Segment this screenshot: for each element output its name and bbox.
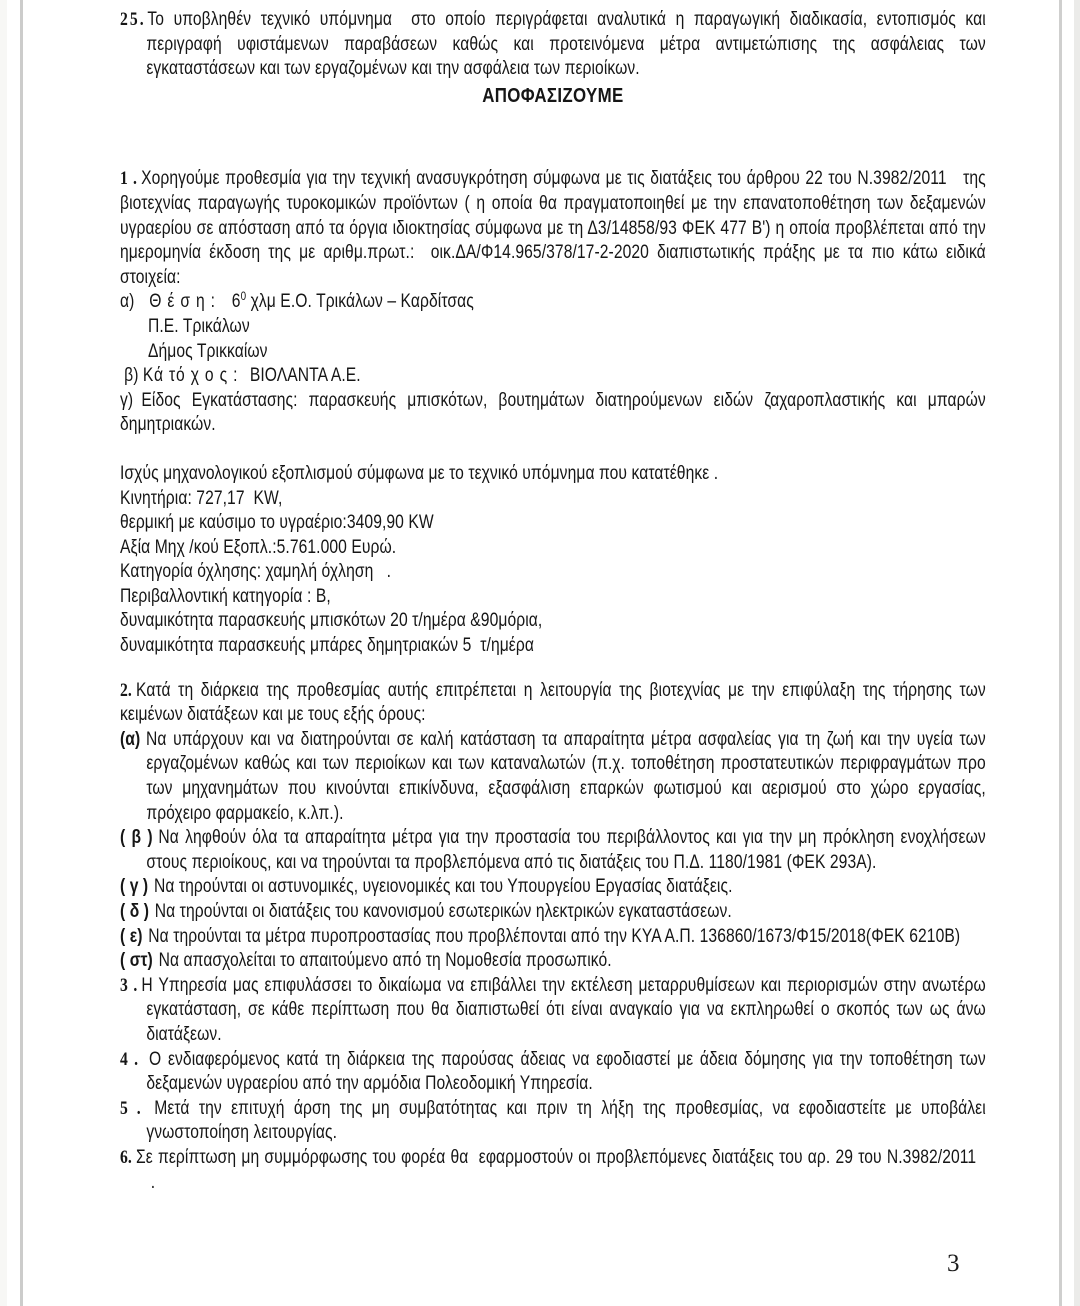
location-thesi-line [120,290,986,315]
term-delta-text: Να τηρούνται οι διατάξεις του κανονισμού εσωτερικών ηλεκτρικών εγκαταστάσεων. [154,901,732,922]
location-thesi-key: Θ έ σ η : [149,291,216,313]
term-delta [120,900,986,925]
section-4-number: 4 . [120,1048,139,1070]
location-eidos-paragraph [120,389,986,438]
equipment-line: Αξία Μηχ /κού Εξοπλ.:5.761.000 Ευρώ. [120,536,397,558]
term-gamma [120,875,986,900]
location-beta-label: β) [124,365,139,387]
scan-right-border-line [1059,0,1062,1306]
equipment-line: Ισχύς μηχανολογικού εξοπλισμού σύμφωνα με το τεχνικό υπόμνημα που κατατέθηκε . [120,462,719,484]
term-stigma [120,949,986,974]
location-eidos-text: Είδος Εγκατάστασης: παρασκευής μπισκότων, βουτημάτων διατηρούμενων ειδών ζαχαροπλαστικής και μπαρών δημητριακών. [120,389,986,436]
term-beta-text: Να ληφθούν όλα τα απαραίτητα μέτρα για την προστασία του περιβάλλοντος και για την μη πρόκληση ενοχλήσεων στους περιοίκους, και να τηρούνται τα προβλεπόμενα από τις διατάξεις του Π.Δ. 1180/1981 (ΦΕΚ 293Α). [146,827,986,873]
equipment-block [120,462,986,659]
section-2-number: 2. [120,679,132,701]
location-katochos-line [120,364,986,389]
page-number: 3 [947,1250,960,1277]
term-alpha-text: Να υπάρχουν και να διατηρούνται σε καλή κατάσταση τα απαραίτητα μέτρα ασφαλείας για τη ζωή και την υγεία των εργαζομένων καθώς και των περιοίκων και των καταναλωτών (π.χ. τοποθέτηση προστατευτικών περιφραγμάτων προ των μηχανημάτων που κινούνται επικίνδυνα, εξασφάλιση επαρκών φωτισμού και αερισμού στο χώρο εργασίας, πρόχειρο φαρμακείο, κ.λπ.). [146,728,986,824]
location-dimos-line: Δήμος Τρικκαίων [147,340,268,362]
section-2-text: Κατά τη διάρκεια της προθεσμίας αυτής επιτρέπεται η λειτουργία της βιοτεχνίας με την επιφύλαξη της τήρησης των κειμένων διατάξεων και με τους εξής όρους: [120,679,986,726]
equipment-line: Κινητήρια: 727,17 KW, [120,487,283,509]
section-5-text: Μετά την επιτυχή άρση της μη συμβατότητας και πριν τη λήξη της προθεσμίας, να εφοδιαστείτε με υποβάλει γνωστοποίηση λειτουργίας. [144,1097,986,1144]
term-gamma-text: Να τηρούνται οι αστυνομικές, υγειονομικές και του Υπουργείου Εργασίας διατάξεις. [153,876,733,898]
term-epsilon-text: Να τηρούνται τα μέτρα πυροπροστασίας που προβλέπονται από την ΚΥΑ Α.Π. 136860/1673/Φ15/2018(ΦΕΚ 6210Β) [148,925,961,947]
term-alpha [120,728,986,826]
section-1 [120,167,986,290]
term-delta-label: ( δ ) [120,901,149,922]
term-epsilon-label: ( ε) [120,925,143,947]
section-3 [120,974,986,1048]
equipment-line: Κατηγορία όχλησης: χαμηλή όχληση . [120,561,392,583]
paragraph-25-number: 25. [120,9,146,30]
section-3-text: Η Υπηρεσία μας επιφυλάσσει το δικαίωμα να επιβάλλει την εκτέλεση μεταρρυθμίσεων και περιορισμών στην ανωτέρω εγκατάσταση, σε κάθε περίπτωση που θα διαπιστωθεί ότι είναι αναγκαίο για να εκπληρωθεί ο σκοπός των ως άνω διατάξεων. [141,974,986,1045]
document-body [120,8,986,1195]
section-4 [120,1048,986,1097]
equipment-line: Περιβαλλοντική κατηγορία : Β, [120,585,331,607]
section-2 [120,679,986,728]
scan-left-margin-strip [0,0,7,1306]
equipment-line: θερμική με καύσιμο το υγραέριο:3409,90 KW [120,512,434,534]
scan-left-border-line [20,0,23,1306]
blank-gap [120,108,986,167]
term-gamma-label: ( γ ) [120,876,149,898]
equipment-line: δυναμικότητα παρασκευής μπάρες δημητριακών 5 τ/ημέρα [120,635,534,657]
term-stigma-text: Να απασχολείται το απαιτούμενο από τη Νομοθεσία προσωπικό. [158,950,612,972]
paragraph-25 [120,8,986,82]
equipment-line: δυναμικότητα παρασκευής μπισκότων 20 τ/ημέρα &90μόρια, [120,610,543,632]
location-katochos-value: ΒΙΟΛΑΝΤΑ Α.Ε. [249,365,361,387]
section-3-number: 3 . [120,974,138,996]
section-6 [120,1146,986,1195]
section-6-text: Σε περίπτωση μη συμμόρφωσης του φορέα θα εφαρμοστούν οι προβλεπόμενες διατάξεις του αρ. 29 του Ν.3982/2011 . [136,1146,986,1193]
section-6-number: 6. [120,1146,132,1168]
section-2-block [120,679,986,1195]
term-beta-label: ( β ) [120,827,153,849]
section-5-number: 5 . [120,1097,141,1119]
location-katochos-key: Κά τό χ ο ς : [142,365,239,387]
term-alpha-label: (α) [120,728,141,750]
decision-heading: ΑΠΟΦΑΣΙΖΟΥΜΕ [482,83,624,107]
section-5 [120,1097,986,1146]
term-beta [120,826,986,875]
location-alpha-label: α) [120,291,135,313]
section-4-text: Ο ενδιαφερόμενος κατά τη διάρκεια της παρούσας άδειας να εφοδιαστεί με άδεια δόμησης για την τοποθέτηση των δεξαμενών υγραερίου από την αρμόδια Πολεοδομική Υπηρεσία. [142,1048,986,1095]
location-km-number: 6 [231,291,241,313]
section-1-number: 1 . [120,168,137,190]
location-thesi-value: χλμ Ε.Ο. Τρικάλων – Καρδίτσας [250,291,474,313]
location-km-superscript: 0 [240,289,247,304]
section-1-text: Χορηγούμε προθεσμία για την τεχνική ανασυγκρότηση σύμφωνα με τις διατάξεις του άρθρου 22 του Ν.3982/2011 της βιοτεχνίας παραγωγής τυροκομικών προϊόντων ( η οποία θα πραγματοποιηθεί με την επανατοποθέτηση των δεξαμενών υγραερίου σε απόσταση από τα όργια ιδιοκτησίας σύμφωνα με τη Δ3/14858/93 ΦΕΚ 477 Β') η οποία προβλέπεται από την ημερομηνία έκδοση της με αριθμ.πρωτ.: οικ.ΔΑ/Φ14.965/378/17-2-2020 διαπιστωτικής πράξης με τα πιο κάτω ειδικά στοιχεία: [120,168,986,288]
paragraph-25-text: Το υποβληθέν τεχνικό υπόμνημα στο οποίο περιγράφεται αναλυτικά η παραγωγική διαδικασία, εντοπισμός και περιγραφή υφιστάμενων παραβάσεων καθώς και προτεινόμενα μέτρα αντιμετώπισης της ασφάλειας των εγκαταστάσεων και των εργαζομένων και την ασφάλεια των περιοίκων. [146,9,986,80]
term-stigma-label: ( στ) [120,950,153,972]
scan-right-margin-strip [1074,0,1080,1306]
location-pe-line: Π.Ε. Τρικάλων [147,315,250,337]
location-gamma-label: γ) [120,389,134,411]
term-epsilon [120,925,986,950]
